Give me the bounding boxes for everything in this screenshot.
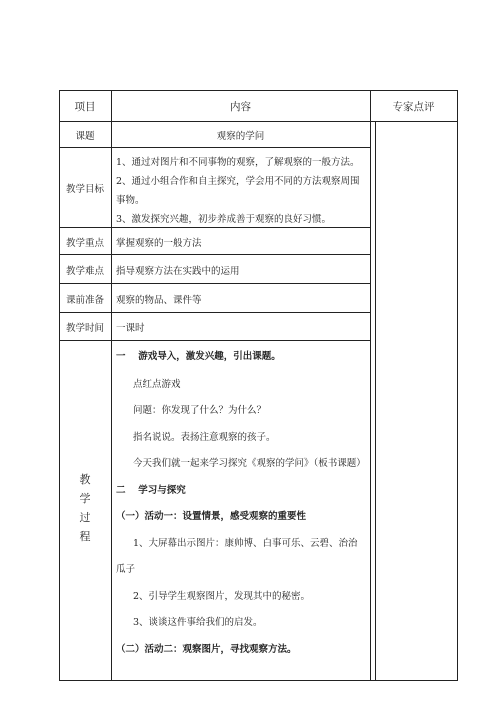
table-border-left: [59, 90, 60, 681]
label-topic: 课题: [75, 131, 95, 142]
table-border-right: [457, 90, 458, 681]
label-process: [59, 470, 111, 546]
goal-line-1: 1、通过对图片和不同事物的观察，了解观察的一般方法。: [116, 157, 360, 168]
row-line-header: [59, 121, 458, 122]
goal-line-4: 3、激发探究兴趣，初步养成善于观察的良好习惯。: [116, 214, 332, 225]
process-line: 2、引导学生观察图片，发现其中的秘密。: [133, 591, 311, 602]
header-review: 专家点评: [392, 101, 435, 113]
process-line: 3、谈谈这件事给我们的启发。: [133, 617, 263, 628]
header-content: 内容: [230, 101, 251, 113]
process-line: 点红点游戏: [133, 379, 181, 390]
value-preparation: 观察的物品、课件等: [116, 295, 202, 306]
row-line-difficulty: [59, 283, 371, 284]
value-time: 一课时: [116, 323, 145, 334]
process-line: 问题：你发现了什么？为什么？: [133, 405, 267, 416]
row-line-preparation: [59, 312, 371, 313]
process-line: 今天我们就一起来学习探究《观察的学问》（板书课题）: [133, 458, 366, 469]
goal-line-2: 2、通过小组合作和自主探究，学会用不同的方法观察周围: [116, 176, 360, 187]
row-line-time: [59, 340, 371, 341]
label-goals: 教学目标: [65, 184, 104, 195]
label-process-char-2: 学: [79, 492, 91, 505]
header-item: 项目: [74, 101, 96, 113]
table-border-bottom: [59, 680, 458, 681]
process-section-1-title: 一 游戏导入，激发兴趣，引出课题。: [116, 351, 281, 362]
process-section-2-title: 二 学习与探究: [116, 485, 186, 496]
label-process-char-1: 教: [79, 473, 91, 486]
col-divider-1: [111, 90, 112, 681]
goal-line-3: 事物。: [116, 195, 145, 206]
process-line: 指名说说。表扬注意观察的孩子。: [133, 432, 276, 443]
value-topic: 观察的学问: [216, 131, 265, 142]
row-line-topic: [59, 147, 371, 148]
label-time: 教学时间: [65, 323, 104, 334]
table-border-top: [59, 90, 458, 91]
label-difficulty: 教学难点: [65, 266, 104, 277]
process-line: 瓜子: [116, 564, 136, 575]
col-divider-2: [370, 90, 371, 681]
col-divider-inner: [375, 121, 376, 681]
process-activity-2-title: （二）活动二：观察图片，寻找观察方法。: [116, 644, 297, 655]
value-difficulty: 指导观察方法在实践中的运用: [116, 266, 240, 277]
row-line-keypoint: [59, 254, 371, 255]
label-process-char-3: 过: [79, 511, 91, 524]
row-line-goals: [59, 227, 371, 228]
label-key-point: 教学重点: [65, 238, 104, 249]
process-line: 1、大屏幕出示图片：康帅博、白事可乐、云碧、治治: [133, 538, 358, 549]
label-process-char-4: 程: [79, 530, 91, 543]
process-activity-1-title: （一）活动一：设置情景，感受观察的重要性: [116, 511, 307, 522]
label-preparation: 课前准备: [65, 295, 104, 306]
value-key-point: 掌握观察的一般方法: [116, 238, 202, 249]
